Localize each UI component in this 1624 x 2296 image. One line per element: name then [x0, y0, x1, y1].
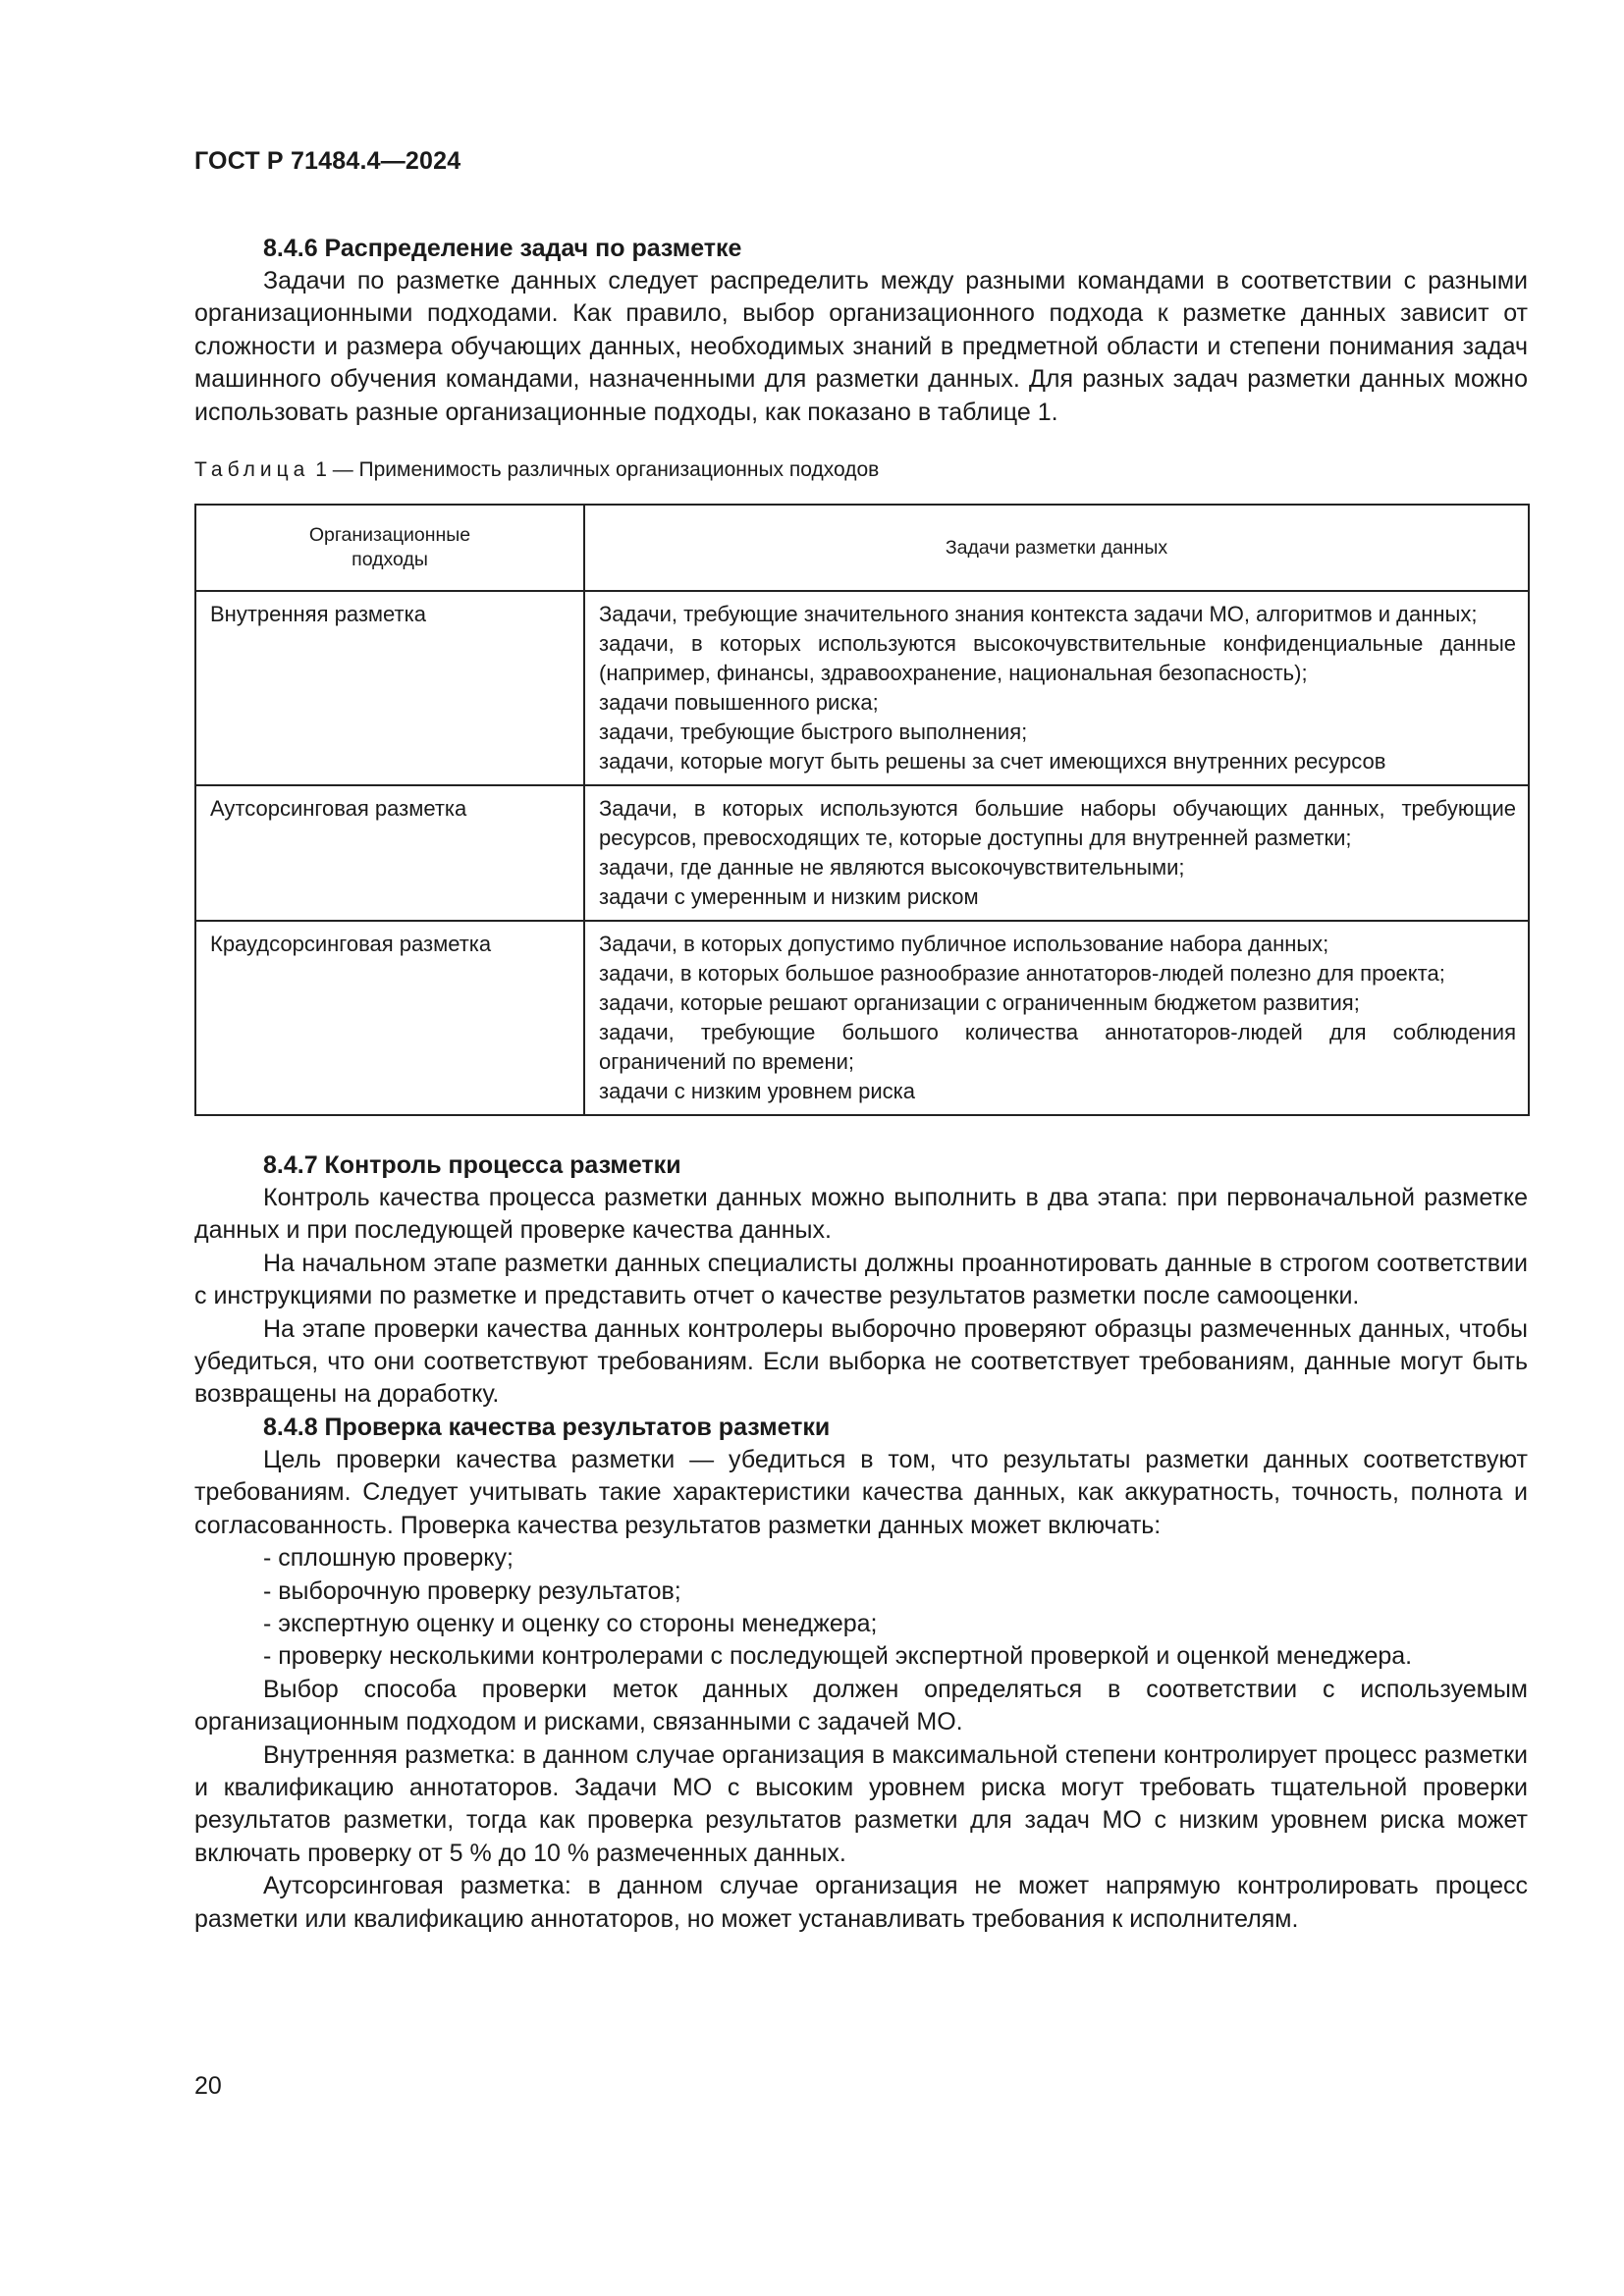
list-item: - сплошную проверку; — [263, 1544, 514, 1573]
col-header-approaches — [195, 505, 584, 591]
task-line: Задачи, требующие значительного знания контекста задачи МО, алгоритмов и данных; — [599, 602, 1478, 627]
paragraph: Аутсорсинговая разметка: в данном случае организация не может напрямую контролировать процесс разметки или квалификацию аннотаторов, но может устанавливать требования к исполнителям. — [194, 1872, 1528, 1933]
task-line: задачи, требующие быстрого выполнения; — [599, 720, 1028, 745]
tasks-cell — [584, 785, 1529, 921]
approach-cell: Внутренняя разметка — [195, 591, 584, 785]
col-header-tasks: Задачи разметки данных — [584, 505, 1529, 591]
table-caption-label: Таблица — [194, 458, 310, 482]
task-line: задачи, требующие большого количества аннотаторов-людей для соблюдения ограничений по времени; — [599, 1020, 1516, 1075]
paragraph: Выбор способа проверки меток данных должен определяться в соответствии с используемым организационным подходом и рисками, связанными с задачей МО. — [194, 1675, 1528, 1736]
paragraph: Задачи по разметке данных следует распределить между разными командами в соответствии с разными организационными подходами. Как правило, выбор организационного подхода к разметке данных зависит от сложности и размера обучающих данных, необходимых знаний в предметной области и степени понимания задач машинного обучения командами, назначенными для разметки данных. Для разных задач разметки данных можно использовать разные организационные подходы, как показано в таблице 1. — [194, 267, 1528, 426]
table-row — [195, 921, 1529, 1115]
table-row — [195, 591, 1529, 785]
document-page — [194, 147, 1528, 1936]
task-line: задачи, в которых используются высокочувствительные конфиденциальные данные (например, финансы, здравоохранение, национальная безопасность); — [599, 631, 1516, 686]
page-number: 20 — [194, 2072, 222, 2100]
task-line: задачи, в которых большое разнообразие аннотаторов-людей полезно для проекта; — [599, 961, 1445, 987]
approaches-table — [194, 504, 1530, 1116]
table-header-row — [195, 505, 1529, 591]
check-methods-list — [194, 1542, 1528, 1674]
table-caption — [194, 458, 1528, 482]
header-text: Организационные подходы — [308, 524, 471, 571]
task-line: Задачи, в которых используются большие наборы обучающих данных, требующие ресурсов, превосходящих те, которые доступны для внутренней разметки; — [599, 796, 1516, 851]
tasks-cell — [584, 591, 1529, 785]
task-line: задачи, которые решают организации с ограниченным бюджетом развития; — [599, 990, 1360, 1016]
section-heading-8-4-8: 8.4.8 Проверка качества результатов разметки — [263, 1413, 831, 1441]
section-heading-8-4-6: 8.4.6 Распределение задач по разметке — [263, 235, 742, 262]
table-caption-text: 1 — Применимость различных организационных подходов — [315, 458, 880, 482]
task-line: задачи повышенного риска; — [599, 690, 879, 716]
approach-cell: Аутсорсинговая разметка — [195, 785, 584, 921]
document-code: ГОСТ Р 71484.4—2024 — [194, 147, 461, 175]
task-line: задачи, где данные не являются высокочувствительными; — [599, 855, 1185, 881]
task-line: задачи, которые могут быть решены за счет имеющихся внутренних ресурсов — [599, 749, 1386, 774]
paragraph: На начальном этапе разметки данных специалисты должны проаннотировать данные в строгом соответствии с инструкциями по разметке и представить отчет о качестве результатов разметки после самооценки. — [194, 1249, 1528, 1310]
list-item: - проверку несколькими контролерами с последующей экспертной проверкой и оценкой менеджера. — [263, 1642, 1413, 1671]
paragraph: Внутренняя разметка: в данном случае организация в максимальной степени контролирует процесс разметки и квалификацию аннотаторов. Задачи МО с высоким уровнем риска могут требовать тщательной проверки результатов разметки, тогда как проверка результатов разметки для задач МО с низким уровнем риска может включать проверку от 5 % до 10 % размеченных данных. — [194, 1740, 1528, 1867]
table-row — [195, 785, 1529, 921]
paragraph: На этапе проверки качества данных контролеры выборочно проверяют образцы размеченных данных, чтобы убедиться, что они соответствуют требованиям. Если выборка не соответствует требованиям, данные могут быть возвращены на доработку. — [194, 1314, 1528, 1409]
task-line: задачи с низким уровнем риска — [599, 1079, 915, 1104]
approach-cell: Краудсорсинговая разметка — [195, 921, 584, 1115]
section-heading-8-4-7: 8.4.7 Контроль процесса разметки — [263, 1151, 681, 1180]
list-item: - экспертную оценку и оценку со стороны менеджера; — [263, 1609, 878, 1637]
paragraph: Цель проверки качества разметки — убедиться в том, что результаты разметки данных соответствуют требованиям. Следует учитывать такие характеристики качества данных, как аккуратность, точность, полнота и согласованность. Проверка качества результатов разметки данных может включать: — [194, 1445, 1528, 1539]
task-line: задачи с умеренным и низким риском — [599, 884, 979, 910]
paragraph: Контроль качества процесса разметки данных можно выполнить в два этапа: при первоначальной разметке данных и при последующей проверке качества данных. — [194, 1184, 1528, 1245]
tasks-cell — [584, 921, 1529, 1115]
list-item: - выборочную проверку результатов; — [263, 1576, 681, 1605]
task-line: Задачи, в которых допустимо публичное использование набора данных; — [599, 932, 1329, 957]
